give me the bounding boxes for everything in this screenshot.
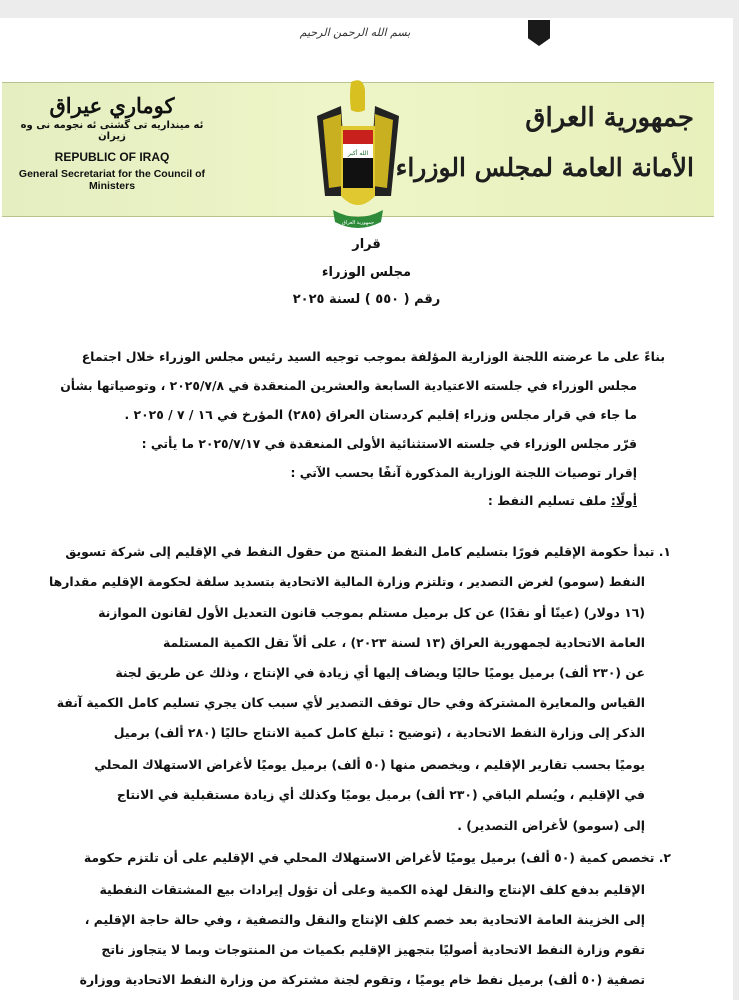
preamble-line: بناءً على ما عرضته اللجنة الوزارية المؤلفة بموجب توجيه السيد رئيس مجلس الوزراء خلال اجتماع (81, 349, 665, 364)
decision-body (0, 18, 733, 1000)
list-item-line: الذكر إلى وزارة النفط الاتحادية ، (توضيح : تبلغ كامل كمية الانتاج حاليًا (٢٨٠ ألف) برميل (113, 725, 645, 740)
list-item-line: إلى (سومو) لأغراض التصدير) . (457, 818, 645, 833)
section-heading: أولًا: ملف تسليم النفط : (487, 493, 637, 508)
decision-number: رقم ( ٥٥٠ ) لسنة ٢٠٢٥ (292, 292, 441, 307)
preamble-line: ما جاء في قرار مجلس وزراء إقليم كردستان العراق (٢٨٥) المؤرخ في ١٦ / ٧ / ٢٠٢٥ . (124, 407, 637, 422)
list-item-1: ١. تبدأ حكومة الإقليم فورًا بتسليم كامل النفط المنتج من حقول النفط في الإقليم إلى شركة تسويق (65, 544, 671, 559)
english-title: REPUBLIC OF IRAQ (54, 150, 170, 164)
list-item-line: القياس والمعايرة المشتركة وفي حال توقف التصدير لأي سبب كان يجري تسليم كامل الكمية آنفة (56, 695, 645, 710)
basmala: بسم الله الرحمن الرحيم (299, 26, 411, 39)
list-item-line: إلى الخزينة العامة الاتحادية بعد خصم كلف الإنتاج والنقل والتصفية ، وفي حالة حاجة الإقليم ، (84, 912, 645, 927)
arabic-title-secretariat: الأمانة العامة لمجلس الوزراء (395, 153, 694, 182)
preamble-line: مجلس الوزراء في جلسته الاعتيادية السابعة والعشرين المنعقدة في ٢٠٢٥/٧/٨ ، وتوصياتها بشأن (60, 378, 637, 393)
list-item-line: النفط (سومو) لغرض التصدير ، وتلتزم وزارة المالية الاتحادية بتسديد سلفة لحكومة الإقليم مقدارها (49, 574, 645, 589)
list-item-line: عن (٢٣٠ ألف) برميل يوميًا حاليًا ويضاف إليها أي زيادة في الإنتاج ، وذلك عن طريق لجنة (115, 665, 645, 680)
list-item-line: يوميًا بحسب تقارير الإقليم ، ويخصص منها (٥٠ ألف) برميل يوميًا لأغراض الاستهلاك المحلي (94, 757, 645, 772)
preamble-line: قرّر مجلس الوزراء في جلسته الاستثنائية الأولى المنعقدة في ٢٠٢٥/٧/١٧ ما يأتي : (141, 436, 637, 451)
document-page (0, 18, 733, 1000)
list-item-2: ٢. تخصص كمية (٥٠ ألف) برميل يوميًا لأغراض الاستهلاك المحلي في الإقليم على أن تلتزم حكومة (83, 850, 671, 865)
list-item-line: العامة الاتحادية لجمهورية العراق (١٣ لسنة ٢٠٢٣) ، على ألاّ تقل الكمية المستلمة (163, 635, 645, 650)
list-item-line: في الإقليم ، ويُسلم الباقي (٢٣٠ ألف) برميل يوميًا وكذلك أي زيادة مستقبلية في الانتاج (116, 787, 645, 802)
list-item-line: تقوم وزارة النفط الاتحادية أصوليًا بتجهيز الإقليم بكميات من المنتوجات وبما لا يتجاوز ناتج (101, 942, 645, 957)
kurdish-title: كوماري عيراق (49, 93, 175, 118)
preamble-line: إقرار توصيات اللجنة الوزارية المذكورة آنفًا بحسب الآتي : (290, 465, 637, 480)
english-subtitle: General Secretariat for the Council of Ministers (18, 168, 206, 192)
decision-title: قرار (352, 237, 381, 252)
issuing-body: مجلس الوزراء (321, 265, 412, 280)
svg-text:الله أكبر: الله أكبر (347, 150, 369, 157)
list-item-line: الإقليم بدفع كلف الإنتاج والنقل لهذه الكمية وعلى أن تؤول إيرادات بيع المشتقات النفطية (99, 882, 645, 897)
list-item-line: تصفية (٥٠ ألف) برميل نفط خام يوميًا ، وتقوم لجنة مشتركة من وزارة النفط الاتحادية ووزارة (79, 972, 645, 987)
svg-text:جمهورية العراق: جمهورية العراق (341, 220, 375, 226)
list-item-line: (١٦ دولار) (عينًا أو نقدًا) عن كل برميل مستلم بموجب قانون التعديل الأول لقانون الموازنة (98, 605, 645, 620)
arabic-title-republic: جمهورية العراق (525, 103, 694, 133)
kurdish-subtitle: ئه مینداریه تی گشتی ئه نجومه نی وه زیران (20, 120, 204, 142)
